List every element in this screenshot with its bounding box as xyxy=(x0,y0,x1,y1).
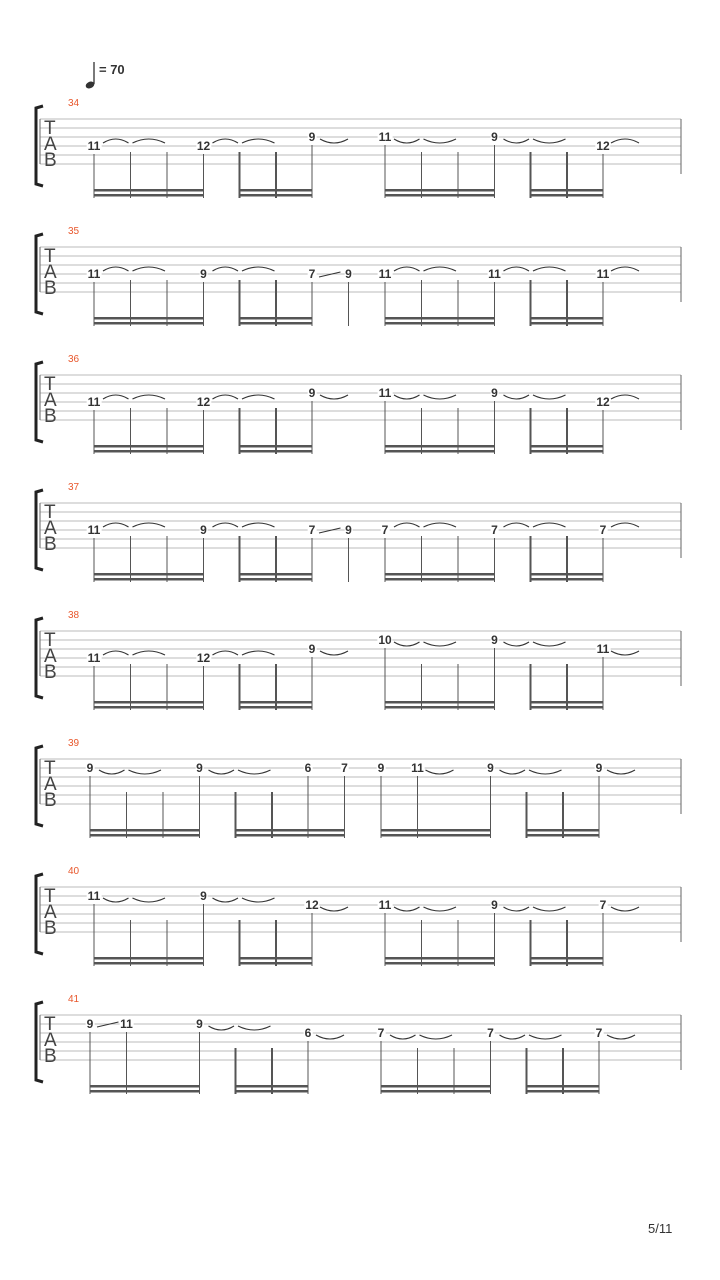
beam xyxy=(235,829,345,832)
fret-number: 11 xyxy=(87,523,101,537)
beam xyxy=(385,322,495,325)
tab-clef-letter: B xyxy=(44,150,57,171)
tie-arc xyxy=(103,395,129,399)
tie-arc xyxy=(529,770,562,774)
beam xyxy=(239,573,312,576)
tab-clef-letter: T xyxy=(44,758,56,779)
tie-arc xyxy=(424,523,457,527)
beam xyxy=(90,834,200,837)
fret-number: 9 xyxy=(196,1017,203,1031)
tab-clef-letter: A xyxy=(44,1030,57,1051)
beam xyxy=(526,829,599,832)
fret-number: 9 xyxy=(308,642,316,656)
tie-arc xyxy=(103,523,129,527)
fret-number: 11 xyxy=(378,130,392,144)
tie-arc xyxy=(103,139,129,143)
beam xyxy=(530,957,603,960)
fret-number: 11 xyxy=(120,1017,133,1031)
beam xyxy=(526,1090,599,1093)
beam xyxy=(385,194,495,197)
tie-arc xyxy=(424,642,457,646)
staff-svg xyxy=(0,354,720,464)
tie-arc xyxy=(611,267,639,271)
tie-arc xyxy=(420,1035,453,1039)
tab-clef-letter: A xyxy=(44,262,57,283)
tie-arc xyxy=(320,907,348,911)
tie-arc xyxy=(426,770,454,774)
fret-number: 9 xyxy=(595,761,603,775)
fret-number: 7 xyxy=(595,1026,603,1040)
beam xyxy=(385,706,495,709)
tie-arc xyxy=(533,139,566,143)
tie-arc xyxy=(209,770,235,774)
fret-number: 11 xyxy=(378,386,392,400)
beam xyxy=(385,450,495,453)
fret-number: 9 xyxy=(200,523,207,537)
tie-arc xyxy=(533,907,566,911)
fret-number: 9 xyxy=(196,761,203,775)
fret-number: 9 xyxy=(200,889,207,903)
tie-arc xyxy=(133,651,166,655)
tie-arc xyxy=(238,1026,271,1030)
staff-svg xyxy=(0,866,720,976)
tie-arc xyxy=(504,395,530,399)
tab-system xyxy=(0,610,720,720)
tie-arc xyxy=(133,267,166,271)
tab-system xyxy=(0,994,720,1104)
measure-number: 40 xyxy=(68,866,80,877)
beam xyxy=(530,322,603,325)
beam xyxy=(385,957,495,960)
tie-arc xyxy=(424,907,457,911)
tie-arc xyxy=(394,267,420,271)
tab-clef-letter: A xyxy=(44,390,57,411)
tie-arc xyxy=(394,642,420,646)
tie-arc xyxy=(213,898,239,902)
beam xyxy=(530,317,603,320)
tie-arc xyxy=(213,267,239,271)
tie-arc xyxy=(320,651,348,655)
tab-clef-letter: T xyxy=(44,118,56,139)
beam xyxy=(90,829,200,832)
beam xyxy=(530,578,603,581)
tie-arc xyxy=(242,267,275,271)
tab-clef-letter: B xyxy=(44,662,57,683)
tab-clef-letter: B xyxy=(44,534,57,555)
staff-svg xyxy=(0,738,720,848)
fret-number: 11 xyxy=(87,651,101,665)
fret-number: 11 xyxy=(87,267,101,281)
beam xyxy=(94,450,204,453)
tie-arc xyxy=(103,267,129,271)
beam xyxy=(526,834,599,837)
beam xyxy=(530,189,603,192)
staff-svg xyxy=(0,482,720,592)
tie-arc xyxy=(103,898,129,902)
tie-arc xyxy=(611,395,639,399)
tie-arc xyxy=(394,139,420,143)
tab-clef-letter: A xyxy=(44,518,57,539)
tie-arc xyxy=(611,651,639,655)
fret-number: 9 xyxy=(345,523,352,537)
tab-clef-letter: T xyxy=(44,246,56,267)
fret-number: 11 xyxy=(411,761,424,775)
tie-arc xyxy=(242,898,275,902)
tie-arc xyxy=(390,1035,416,1039)
tie-arc xyxy=(424,267,457,271)
tie-arc xyxy=(213,395,239,399)
tab-system xyxy=(0,98,720,208)
beam xyxy=(94,317,204,320)
fret-number: 12 xyxy=(596,139,610,153)
fret-number: 11 xyxy=(87,139,101,153)
beam xyxy=(530,450,603,453)
tab-clef-letter: T xyxy=(44,1014,56,1035)
tab-clef-letter: B xyxy=(44,918,57,939)
tie-arc xyxy=(504,139,530,143)
measure-number: 37 xyxy=(68,482,80,493)
tie-arc xyxy=(133,395,166,399)
fret-number: 6 xyxy=(304,1026,312,1040)
measure-number: 39 xyxy=(68,738,80,749)
page-number: 5/11 xyxy=(648,1221,673,1236)
tab-clef-letter: T xyxy=(44,886,56,907)
tie-arc xyxy=(529,1035,562,1039)
tie-arc xyxy=(607,770,635,774)
beam xyxy=(526,1085,599,1088)
fret-number: 12 xyxy=(305,898,319,912)
fret-number: 10 xyxy=(378,633,392,647)
tie-arc xyxy=(533,395,566,399)
fret-number: 9 xyxy=(345,267,352,281)
tab-clef-letter: B xyxy=(44,790,57,811)
beam xyxy=(239,322,312,325)
tie-arc xyxy=(533,642,566,646)
beam xyxy=(239,706,312,709)
tab-clef-letter: T xyxy=(44,630,56,651)
beam xyxy=(239,450,312,453)
tab-clef-letter: B xyxy=(44,278,57,299)
measure-number: 35 xyxy=(68,226,80,237)
tie-arc xyxy=(504,907,530,911)
tie-arc xyxy=(500,770,526,774)
beam xyxy=(385,573,495,576)
fret-number: 9 xyxy=(491,386,498,400)
tie-arc xyxy=(129,770,162,774)
staff-svg xyxy=(0,98,720,208)
fret-number: 7 xyxy=(377,1026,385,1040)
beam xyxy=(385,962,495,965)
beam xyxy=(385,701,495,704)
beam xyxy=(239,578,312,581)
tab-clef-letter: T xyxy=(44,502,56,523)
beam xyxy=(94,189,204,192)
fret-number: 7 xyxy=(308,523,316,537)
tab-clef-letter: A xyxy=(44,902,57,923)
tab-system xyxy=(0,226,720,336)
beam xyxy=(94,445,204,448)
tie-arc xyxy=(99,770,125,774)
beam xyxy=(239,194,312,197)
measure-number: 41 xyxy=(68,994,80,1005)
fret-number: 11 xyxy=(596,267,610,281)
beam xyxy=(530,701,603,704)
fret-number: 7 xyxy=(308,267,316,281)
fret-number: 9 xyxy=(86,1017,94,1031)
tab-system xyxy=(0,738,720,848)
tab-clef-letter: B xyxy=(44,1046,57,1067)
beam xyxy=(385,578,495,581)
tie-arc xyxy=(103,651,129,655)
beam xyxy=(94,578,204,581)
fret-number: 9 xyxy=(377,761,385,775)
beam xyxy=(94,962,204,965)
beam xyxy=(235,1085,308,1088)
fret-number: 7 xyxy=(381,523,389,537)
tie-arc xyxy=(394,523,420,527)
beam xyxy=(381,1085,491,1088)
tie-arc xyxy=(394,395,420,399)
tie-arc xyxy=(316,1035,344,1039)
staff-svg xyxy=(0,994,720,1104)
tab-clef-letter: T xyxy=(44,374,56,395)
fret-number: 11 xyxy=(378,898,392,912)
tie-arc xyxy=(242,523,275,527)
tab-clef-letter: B xyxy=(44,406,57,427)
beam xyxy=(239,317,312,320)
staff-svg xyxy=(0,226,720,336)
fret-number: 12 xyxy=(596,395,610,409)
tie-arc xyxy=(500,1035,526,1039)
tie-arc xyxy=(611,139,639,143)
tempo-value: = 70 xyxy=(99,62,125,77)
tab-system xyxy=(0,354,720,464)
tie-arc xyxy=(424,139,457,143)
beam xyxy=(239,445,312,448)
tie-arc xyxy=(320,139,348,143)
fret-number: 7 xyxy=(491,523,498,537)
tie-arc xyxy=(133,523,166,527)
fret-number: 9 xyxy=(308,130,316,144)
beam xyxy=(530,194,603,197)
fret-number: 7 xyxy=(599,523,607,537)
fret-number: 7 xyxy=(341,761,348,775)
beam xyxy=(90,1085,200,1088)
beam xyxy=(530,962,603,965)
beam xyxy=(94,706,204,709)
beam xyxy=(94,194,204,197)
beam xyxy=(239,701,312,704)
fret-number: 9 xyxy=(200,267,207,281)
fret-number: 12 xyxy=(196,651,211,665)
beam xyxy=(385,445,495,448)
tie-arc xyxy=(504,642,530,646)
fret-number: 11 xyxy=(488,267,501,281)
tie-arc xyxy=(242,651,275,655)
beam xyxy=(94,322,204,325)
staff-svg xyxy=(0,610,720,720)
fret-number: 6 xyxy=(304,761,312,775)
fret-number: 7 xyxy=(599,898,607,912)
tie-arc xyxy=(533,523,566,527)
tie-arc xyxy=(504,267,530,271)
tab-system xyxy=(0,866,720,976)
tie-arc xyxy=(209,1026,235,1030)
fret-number: 9 xyxy=(491,898,498,912)
beam xyxy=(381,829,491,832)
fret-number: 9 xyxy=(487,761,494,775)
fret-number: 9 xyxy=(491,130,498,144)
beam xyxy=(239,957,312,960)
measure-number: 34 xyxy=(68,98,80,109)
tie-arc xyxy=(320,395,348,399)
beam xyxy=(239,962,312,965)
beam xyxy=(530,573,603,576)
beam xyxy=(381,1090,491,1093)
tie-arc xyxy=(424,395,457,399)
fret-number: 12 xyxy=(196,139,211,153)
measure-number: 38 xyxy=(68,610,80,621)
tie-arc xyxy=(213,523,239,527)
beam xyxy=(235,1090,308,1093)
beam xyxy=(530,445,603,448)
tie-arc xyxy=(133,139,166,143)
tab-clef-letter: A xyxy=(44,134,57,155)
tie-arc xyxy=(607,1035,635,1039)
fret-number: 7 xyxy=(487,1026,494,1040)
fret-number: 12 xyxy=(196,395,211,409)
beam xyxy=(239,189,312,192)
tab-clef-letter: A xyxy=(44,774,57,795)
beam xyxy=(90,1090,200,1093)
beam xyxy=(94,701,204,704)
tab-system xyxy=(0,482,720,592)
fret-number: 11 xyxy=(87,395,101,409)
tie-arc xyxy=(533,267,566,271)
tab-clef-letter: A xyxy=(44,646,57,667)
beam xyxy=(530,706,603,709)
tie-arc xyxy=(394,907,420,911)
beam xyxy=(235,834,345,837)
tie-arc xyxy=(213,139,239,143)
beam xyxy=(385,317,495,320)
fret-number: 9 xyxy=(491,633,498,647)
beam xyxy=(94,957,204,960)
fret-number: 9 xyxy=(308,386,316,400)
fret-number: 11 xyxy=(378,267,392,281)
tie-arc xyxy=(611,907,639,911)
tie-arc xyxy=(238,770,271,774)
fret-number: 11 xyxy=(87,889,101,903)
beam xyxy=(381,834,491,837)
fret-number: 11 xyxy=(596,642,610,656)
tie-arc xyxy=(504,523,530,527)
beam xyxy=(94,573,204,576)
beam xyxy=(385,189,495,192)
tie-arc xyxy=(611,523,639,527)
measure-number: 36 xyxy=(68,354,80,365)
tie-arc xyxy=(133,898,166,902)
tie-arc xyxy=(242,139,275,143)
tie-arc xyxy=(213,651,239,655)
tie-arc xyxy=(242,395,275,399)
fret-number: 9 xyxy=(86,761,94,775)
